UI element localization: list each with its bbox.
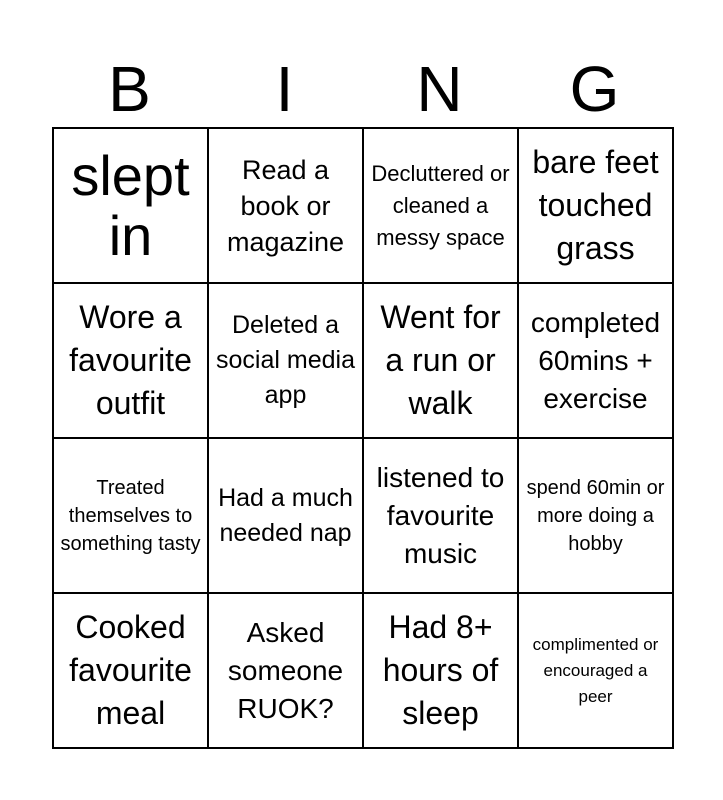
cell-text: Read a book or magazine (226, 154, 345, 257)
bingo-cell[interactable] (209, 439, 364, 594)
bingo-cell[interactable] (364, 284, 519, 439)
header-letter-i: I (275, 53, 294, 125)
bingo-cell[interactable] (364, 594, 519, 749)
cell-text: slept in (71, 143, 190, 267)
bingo-cell[interactable] (519, 129, 674, 284)
bingo-cell[interactable] (364, 129, 519, 284)
cell-text: Asked someone RUOK? (227, 616, 344, 724)
cell-text: Went for a run or walk (380, 299, 501, 421)
bingo-cell[interactable] (209, 129, 364, 284)
cell-text: completed 60mins + exercise (530, 306, 661, 414)
bingo-cell[interactable] (209, 594, 364, 749)
bingo-cell[interactable] (54, 129, 209, 284)
bingo-cell[interactable] (364, 439, 519, 594)
cell-text: Had a much needed nap (218, 483, 353, 547)
bingo-cell[interactable] (209, 284, 364, 439)
bingo-cell[interactable] (54, 594, 209, 749)
header-letter-g: G (569, 53, 620, 125)
bingo-cell[interactable] (54, 439, 209, 594)
bingo-cell[interactable] (519, 284, 674, 439)
cell-text: Decluttered or cleaned a messy space (371, 160, 510, 250)
cell-text: Treated themselves to something tasty (60, 476, 201, 555)
cell-text: Deleted a social media app (216, 311, 355, 409)
cell-text: Cooked favourite meal (69, 609, 192, 731)
bingo-header (52, 52, 672, 127)
cell-text: bare feet touched grass (532, 144, 659, 266)
cell-text: listened to favourite music (376, 461, 505, 569)
cell-text: spend 60min or more doing a hobby (526, 476, 665, 555)
cell-text: complimented or encouraged a peer (532, 634, 659, 706)
bingo-grid (52, 127, 674, 749)
bingo-cell[interactable] (54, 284, 209, 439)
cell-text: Wore a favourite outfit (69, 299, 192, 421)
bingo-cell[interactable] (519, 439, 674, 594)
header-letter-n: N (416, 53, 463, 125)
cell-text: Had 8+ hours of sleep (382, 609, 499, 731)
header-letter-b: B (108, 53, 151, 125)
bingo-cell[interactable] (519, 594, 674, 749)
